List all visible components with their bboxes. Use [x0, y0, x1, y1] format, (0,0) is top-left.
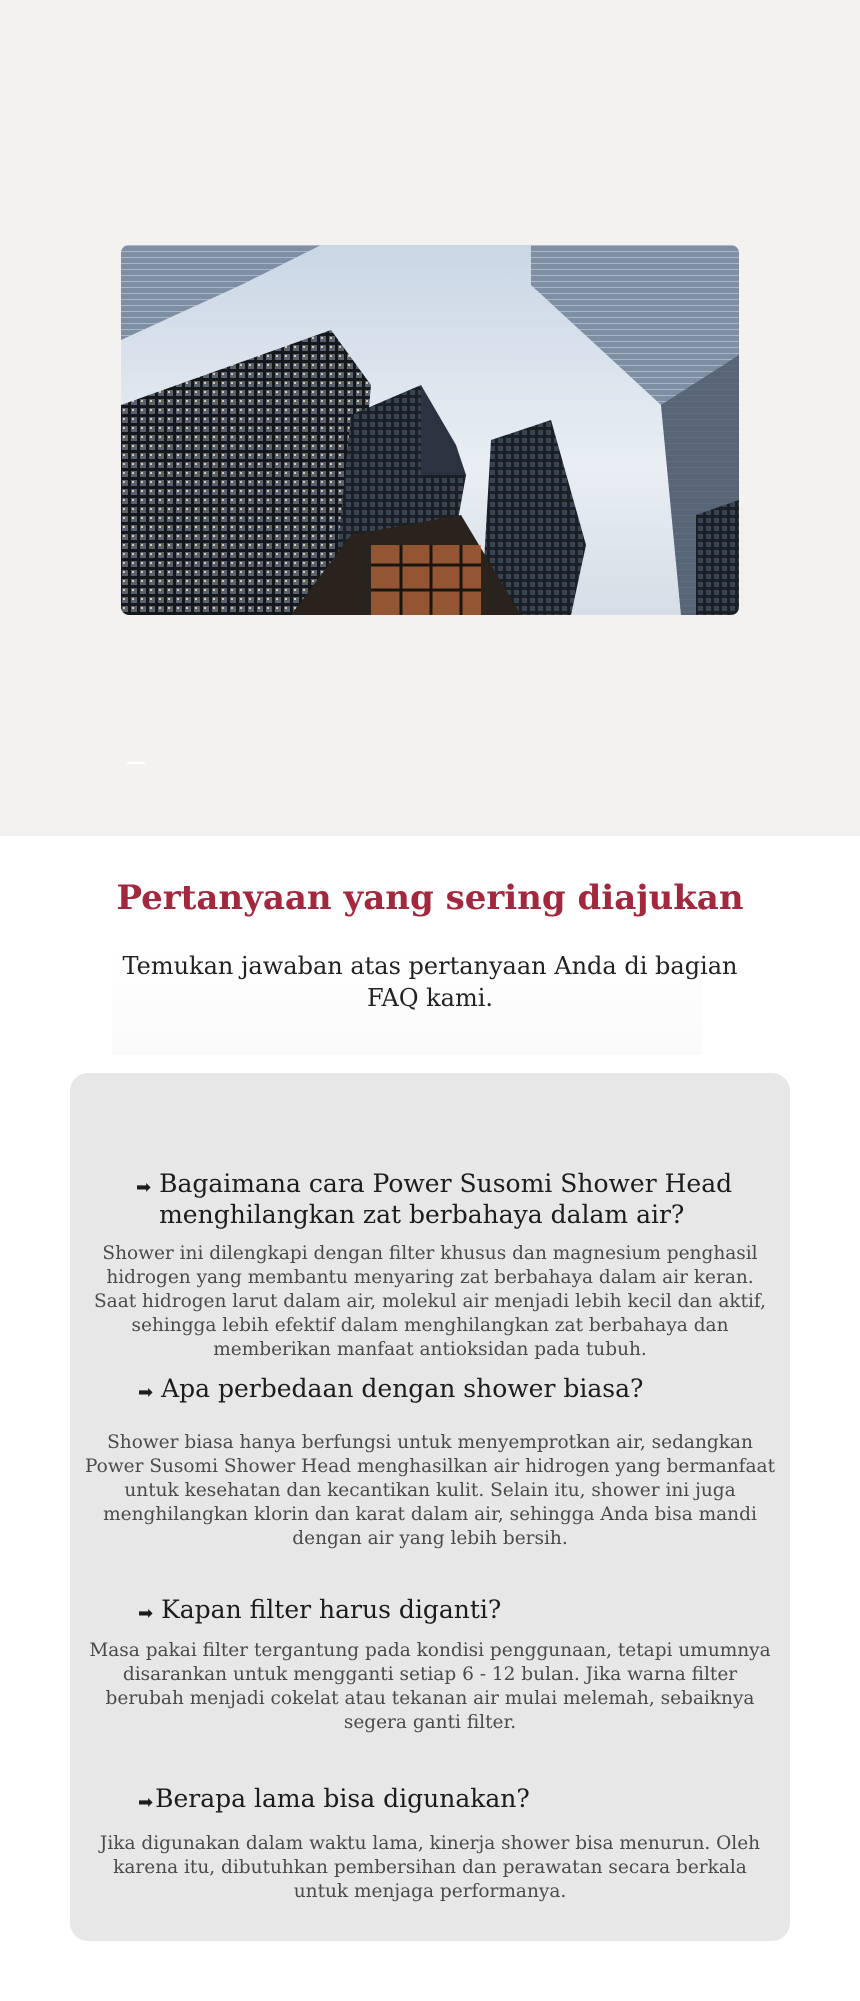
- right-arrow-icon: ➡: [136, 1177, 152, 1198]
- faq-question-2: [138, 1373, 738, 1408]
- faq-answer-3: Masa pakai filter tergantung pada kondisi penggunaan, tetapi umumnya disarankan untuk mengganti setiap 6 - 12 bulan. Jika warna filter berubah menjadi cokelat atau tekanan air mulai melemah, sebaiknya segera ganti filter.: [89, 1640, 771, 1733]
- faq-answer-2: Shower biasa hanya berfungsi untuk menyemprotkan air, sedangkan Power Susomi Shower Head menghasilkan air hidrogen yang bermanfaat untuk kesehatan dan kecantikan kulit. Selain itu, shower ini juga menghilangkan klorin dan karat dalam air, sehingga Anda bisa mandi dengan air yang lebih bersih.: [84, 1432, 776, 1549]
- skyscrapers-image: [121, 245, 739, 615]
- faq-question-1: [136, 1168, 736, 1230]
- faq-question-4: [138, 1783, 738, 1818]
- faq-title: Pertanyaan yang sering diajukan: [116, 878, 744, 918]
- faq-question-text: Berapa lama bisa digunakan?: [155, 1784, 530, 1813]
- hero-section: [0, 0, 860, 836]
- faq-answer-4: Jika digunakan dalam waktu lama, kinerja shower bisa menurun. Oleh karena itu, dibutuhkan pembersihan dan perawatan secara berkala untuk menjaga performanya.: [99, 1833, 761, 1902]
- faq-question-text: Kapan filter harus diganti?: [161, 1595, 502, 1624]
- right-arrow-icon: ➡: [138, 1382, 154, 1403]
- faq-question-text: Apa perbedaan dengan shower biasa?: [161, 1374, 644, 1403]
- faq-question-text: Bagaimana cara Power Susomi Shower Head menghilangkan zat berbahaya dalam air?: [159, 1169, 733, 1229]
- right-arrow-icon: ➡: [138, 1603, 154, 1624]
- hero-divider: [127, 762, 145, 764]
- right-arrow-icon: ➡: [138, 1792, 154, 1813]
- faq-subtitle: Temukan jawaban atas pertanyaan Anda di bagian FAQ kami.: [122, 952, 738, 1012]
- faq-answer-1: Shower ini dilengkapi dengan filter khusus dan magnesium penghasil hidrogen yang membantu menyaring zat berbahaya dalam air keran. Saat hidrogen larut dalam air, molekul air menjadi lebih kecil dan aktif, sehingga lebih efektif dalam menghilangkan zat berbahaya dan memberikan manfaat antioksidan pada tubuh.: [94, 1243, 766, 1360]
- faq-question-3: [138, 1594, 738, 1629]
